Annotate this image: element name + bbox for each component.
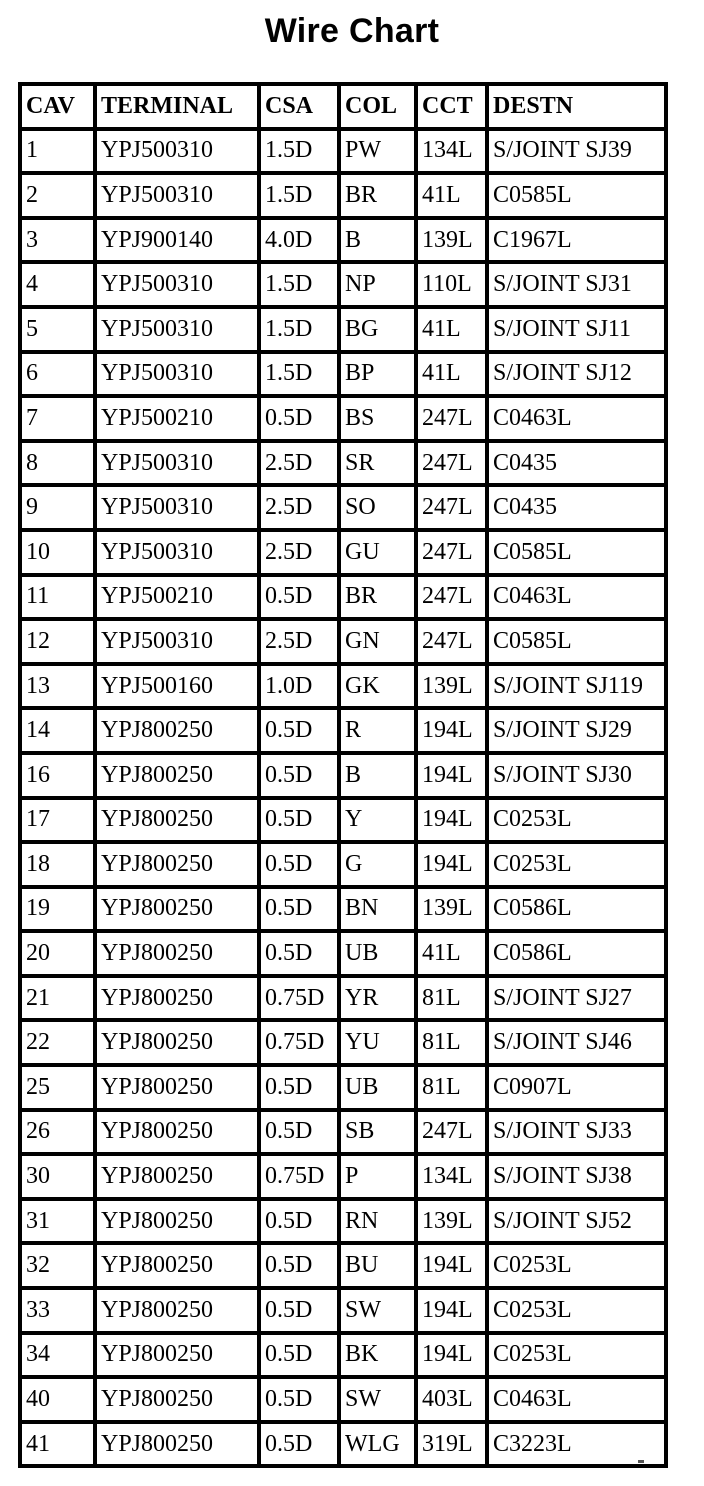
cell-terminal: YPJ800250 xyxy=(97,1067,257,1108)
cell-cct: 194L xyxy=(418,844,485,885)
cell-cav: 12 xyxy=(22,621,93,662)
table-row xyxy=(22,933,664,974)
cell-cav: 30 xyxy=(22,1156,93,1197)
cell-terminal: YPJ800250 xyxy=(97,755,257,796)
cell-cav: 16 xyxy=(22,755,93,796)
cell-terminal: YPJ800250 xyxy=(97,710,257,751)
cell-csa: 0.5D xyxy=(261,844,337,885)
cell-csa: 0.5D xyxy=(261,933,337,974)
cell-cav: 17 xyxy=(22,800,93,841)
cell-cav: 32 xyxy=(22,1245,93,1286)
cell-cav: 33 xyxy=(22,1290,93,1331)
cell-destn: C1967L xyxy=(489,220,664,261)
cell-terminal: YPJ800250 xyxy=(97,933,257,974)
cell-cct: 139L xyxy=(418,889,485,930)
cell-cct: 81L xyxy=(418,978,485,1019)
cell-csa: 0.75D xyxy=(261,978,337,1019)
cell-cct: 194L xyxy=(418,755,485,796)
cell-cav: 14 xyxy=(22,710,93,751)
cell-terminal: YPJ800250 xyxy=(97,1245,257,1286)
cell-col: BU xyxy=(341,1245,414,1286)
cell-col: BK xyxy=(341,1335,414,1376)
table-row xyxy=(22,1379,664,1420)
cell-terminal: YPJ500210 xyxy=(97,577,257,618)
cell-col: YU xyxy=(341,1022,414,1063)
table-row xyxy=(22,175,664,216)
cell-col: BN xyxy=(341,889,414,930)
cell-cct: 247L xyxy=(418,443,485,484)
cell-destn: S/JOINT SJ12 xyxy=(489,354,664,395)
cell-cct: 41L xyxy=(418,309,485,350)
cell-terminal: YPJ500310 xyxy=(97,532,257,573)
cell-terminal: YPJ800250 xyxy=(97,978,257,1019)
cell-col: P xyxy=(341,1156,414,1197)
cell-cct: 247L xyxy=(418,398,485,439)
wire-chart-table xyxy=(18,82,668,1468)
cell-terminal: YPJ500210 xyxy=(97,398,257,439)
cell-cct: 194L xyxy=(418,800,485,841)
table-row xyxy=(22,1022,664,1063)
cell-csa: 0.75D xyxy=(261,1022,337,1063)
cell-cav: 19 xyxy=(22,889,93,930)
cell-terminal: YPJ500310 xyxy=(97,175,257,216)
table-row xyxy=(22,666,664,707)
cell-col: SW xyxy=(341,1379,414,1420)
cell-destn: C0253L xyxy=(489,844,664,885)
cell-cct: 134L xyxy=(418,131,485,172)
cell-csa: 0.5D xyxy=(261,1245,337,1286)
cell-col: GK xyxy=(341,666,414,707)
cell-destn: S/JOINT SJ27 xyxy=(489,978,664,1019)
cell-destn: C0585L xyxy=(489,532,664,573)
cell-col: B xyxy=(341,755,414,796)
cell-cav: 6 xyxy=(22,354,93,395)
cell-terminal: YPJ800250 xyxy=(97,1201,257,1242)
cell-terminal: YPJ800250 xyxy=(97,1335,257,1376)
cell-destn: C0435 xyxy=(489,487,664,528)
cell-destn: C0463L xyxy=(489,577,664,618)
table-row xyxy=(22,220,664,261)
cell-cct: 247L xyxy=(418,532,485,573)
cell-col: SR xyxy=(341,443,414,484)
cell-cav: 13 xyxy=(22,666,93,707)
cell-cav: 21 xyxy=(22,978,93,1019)
cell-destn: S/JOINT SJ11 xyxy=(489,309,664,350)
cell-cav: 1 xyxy=(22,131,93,172)
cell-destn: C3223L xyxy=(489,1424,664,1465)
cell-cav: 34 xyxy=(22,1335,93,1376)
cell-cav: 26 xyxy=(22,1112,93,1153)
cell-col: GN xyxy=(341,621,414,662)
cell-terminal: YPJ500160 xyxy=(97,666,257,707)
cell-destn: C0463L xyxy=(489,1379,664,1420)
cell-col: BP xyxy=(341,354,414,395)
cell-destn: C0253L xyxy=(489,1245,664,1286)
cell-cct: 194L xyxy=(418,1290,485,1331)
cell-col: RN xyxy=(341,1201,414,1242)
cell-csa: 4.0D xyxy=(261,220,337,261)
cell-col: GU xyxy=(341,532,414,573)
cell-terminal: YPJ500310 xyxy=(97,443,257,484)
cell-csa: 2.5D xyxy=(261,621,337,662)
cell-col: BR xyxy=(341,175,414,216)
cell-cct: 247L xyxy=(418,1112,485,1153)
cell-col: BR xyxy=(341,577,414,618)
table-row xyxy=(22,1335,664,1376)
cell-cct: 139L xyxy=(418,666,485,707)
cell-destn: C0586L xyxy=(489,889,664,930)
header-cav: CAV xyxy=(22,86,93,127)
cell-cav: 40 xyxy=(22,1379,93,1420)
cell-csa: 2.5D xyxy=(261,487,337,528)
cell-cav: 2 xyxy=(22,175,93,216)
table-row xyxy=(22,1112,664,1153)
cell-csa: 1.5D xyxy=(261,175,337,216)
table-row xyxy=(22,487,664,528)
cell-destn: C0253L xyxy=(489,1290,664,1331)
cell-csa: 1.5D xyxy=(261,264,337,305)
cell-cct: 41L xyxy=(418,354,485,395)
cell-destn: S/JOINT SJ46 xyxy=(489,1022,664,1063)
cell-terminal: YPJ500310 xyxy=(97,354,257,395)
cell-col: B xyxy=(341,220,414,261)
cell-terminal: YPJ800250 xyxy=(97,1424,257,1465)
cell-cct: 403L xyxy=(418,1379,485,1420)
table-row xyxy=(22,889,664,930)
cell-cav: 5 xyxy=(22,309,93,350)
cell-destn: S/JOINT SJ33 xyxy=(489,1112,664,1153)
cell-csa: 0.5D xyxy=(261,710,337,751)
cell-destn: C0907L xyxy=(489,1067,664,1108)
cell-terminal: YPJ500310 xyxy=(97,621,257,662)
table-row xyxy=(22,844,664,885)
cell-destn: C0586L xyxy=(489,933,664,974)
header-destn: DESTN xyxy=(489,86,664,127)
cell-col: Y xyxy=(341,800,414,841)
table-row xyxy=(22,309,664,350)
table-row xyxy=(22,710,664,751)
cell-cav: 25 xyxy=(22,1067,93,1108)
cell-destn: C0585L xyxy=(489,175,664,216)
cell-cct: 247L xyxy=(418,487,485,528)
cell-csa: 0.5D xyxy=(261,800,337,841)
cell-cav: 20 xyxy=(22,933,93,974)
cell-csa: 0.5D xyxy=(261,889,337,930)
cell-cav: 8 xyxy=(22,443,93,484)
cell-csa: 1.5D xyxy=(261,354,337,395)
page-title: Wire Chart xyxy=(264,12,440,50)
cell-col: PW xyxy=(341,131,414,172)
table-row xyxy=(22,1290,664,1331)
cell-csa: 0.5D xyxy=(261,755,337,796)
cell-csa: 0.5D xyxy=(261,1201,337,1242)
cell-cct: 139L xyxy=(418,1201,485,1242)
cell-cav: 10 xyxy=(22,532,93,573)
cell-csa: 0.5D xyxy=(261,1067,337,1108)
cell-col: NP xyxy=(341,264,414,305)
cell-cct: 41L xyxy=(418,933,485,974)
table-row xyxy=(22,755,664,796)
cell-csa: 1.5D xyxy=(261,131,337,172)
cell-destn: S/JOINT SJ119 xyxy=(489,666,664,707)
table-row xyxy=(22,1156,664,1197)
cell-cct: 194L xyxy=(418,710,485,751)
cell-cav: 31 xyxy=(22,1201,93,1242)
cell-col: UB xyxy=(341,933,414,974)
stray-mark xyxy=(638,1460,644,1463)
header-terminal: TERMINAL xyxy=(97,86,257,127)
cell-destn: S/JOINT SJ38 xyxy=(489,1156,664,1197)
table-row xyxy=(22,1201,664,1242)
cell-terminal: YPJ900140 xyxy=(97,220,257,261)
cell-terminal: YPJ800250 xyxy=(97,844,257,885)
cell-csa: 2.5D xyxy=(261,532,337,573)
cell-csa: 0.5D xyxy=(261,1379,337,1420)
header-cct: CCT xyxy=(418,86,485,127)
cell-col: BG xyxy=(341,309,414,350)
cell-col: UB xyxy=(341,1067,414,1108)
table-row xyxy=(22,354,664,395)
cell-col: BS xyxy=(341,398,414,439)
cell-cct: 247L xyxy=(418,577,485,618)
header-col: COL xyxy=(341,86,414,127)
cell-cav: 18 xyxy=(22,844,93,885)
cell-destn: S/JOINT SJ52 xyxy=(489,1201,664,1242)
cell-csa: 0.5D xyxy=(261,1112,337,1153)
cell-terminal: YPJ800250 xyxy=(97,1022,257,1063)
header-csa: CSA xyxy=(261,86,337,127)
table-row xyxy=(22,1067,664,1108)
cell-cct: 194L xyxy=(418,1245,485,1286)
cell-col: YR xyxy=(341,978,414,1019)
cell-csa: 1.5D xyxy=(261,309,337,350)
table-body xyxy=(22,131,664,1465)
cell-col: SB xyxy=(341,1112,414,1153)
table-row xyxy=(22,131,664,172)
cell-destn: S/JOINT SJ31 xyxy=(489,264,664,305)
table-row xyxy=(22,577,664,618)
cell-cct: 81L xyxy=(418,1067,485,1108)
cell-col: G xyxy=(341,844,414,885)
cell-terminal: YPJ800250 xyxy=(97,1112,257,1153)
cell-terminal: YPJ500310 xyxy=(97,264,257,305)
table-row xyxy=(22,532,664,573)
cell-cct: 81L xyxy=(418,1022,485,1063)
table-header-row xyxy=(22,86,664,127)
cell-destn: S/JOINT SJ39 xyxy=(489,131,664,172)
cell-col: SW xyxy=(341,1290,414,1331)
table-row xyxy=(22,800,664,841)
cell-col: R xyxy=(341,710,414,751)
cell-cct: 41L xyxy=(418,175,485,216)
cell-destn: C0435 xyxy=(489,443,664,484)
table-row xyxy=(22,1424,664,1465)
table-row xyxy=(22,443,664,484)
cell-terminal: YPJ500310 xyxy=(97,131,257,172)
cell-cav: 7 xyxy=(22,398,93,439)
cell-terminal: YPJ800250 xyxy=(97,889,257,930)
cell-csa: 0.5D xyxy=(261,577,337,618)
cell-terminal: YPJ800250 xyxy=(97,800,257,841)
cell-csa: 0.5D xyxy=(261,1424,337,1465)
cell-cct: 247L xyxy=(418,621,485,662)
cell-cct: 134L xyxy=(418,1156,485,1197)
table-row xyxy=(22,264,664,305)
cell-csa: 0.5D xyxy=(261,398,337,439)
cell-csa: 2.5D xyxy=(261,443,337,484)
cell-cav: 9 xyxy=(22,487,93,528)
cell-destn: C0253L xyxy=(489,1335,664,1376)
table-row xyxy=(22,978,664,1019)
cell-destn: S/JOINT SJ29 xyxy=(489,710,664,751)
cell-cav: 41 xyxy=(22,1424,93,1465)
cell-col: SO xyxy=(341,487,414,528)
cell-csa: 0.5D xyxy=(261,1290,337,1331)
cell-terminal: YPJ800250 xyxy=(97,1290,257,1331)
cell-terminal: YPJ500310 xyxy=(97,309,257,350)
cell-col: WLG xyxy=(341,1424,414,1465)
cell-destn: C0585L xyxy=(489,621,664,662)
cell-terminal: YPJ800250 xyxy=(97,1379,257,1420)
cell-cct: 319L xyxy=(418,1424,485,1465)
table-row xyxy=(22,621,664,662)
cell-csa: 1.0D xyxy=(261,666,337,707)
cell-cct: 139L xyxy=(418,220,485,261)
cell-cct: 194L xyxy=(418,1335,485,1376)
table-row xyxy=(22,1245,664,1286)
table-row xyxy=(22,398,664,439)
cell-terminal: YPJ500310 xyxy=(97,487,257,528)
cell-destn: S/JOINT SJ30 xyxy=(489,755,664,796)
cell-cav: 22 xyxy=(22,1022,93,1063)
cell-cav: 4 xyxy=(22,264,93,305)
cell-csa: 0.5D xyxy=(261,1335,337,1376)
cell-cav: 11 xyxy=(22,577,93,618)
cell-cav: 3 xyxy=(22,220,93,261)
cell-csa: 0.75D xyxy=(261,1156,337,1197)
cell-destn: C0463L xyxy=(489,398,664,439)
cell-cct: 110L xyxy=(418,264,485,305)
cell-destn: C0253L xyxy=(489,800,664,841)
cell-terminal: YPJ800250 xyxy=(97,1156,257,1197)
